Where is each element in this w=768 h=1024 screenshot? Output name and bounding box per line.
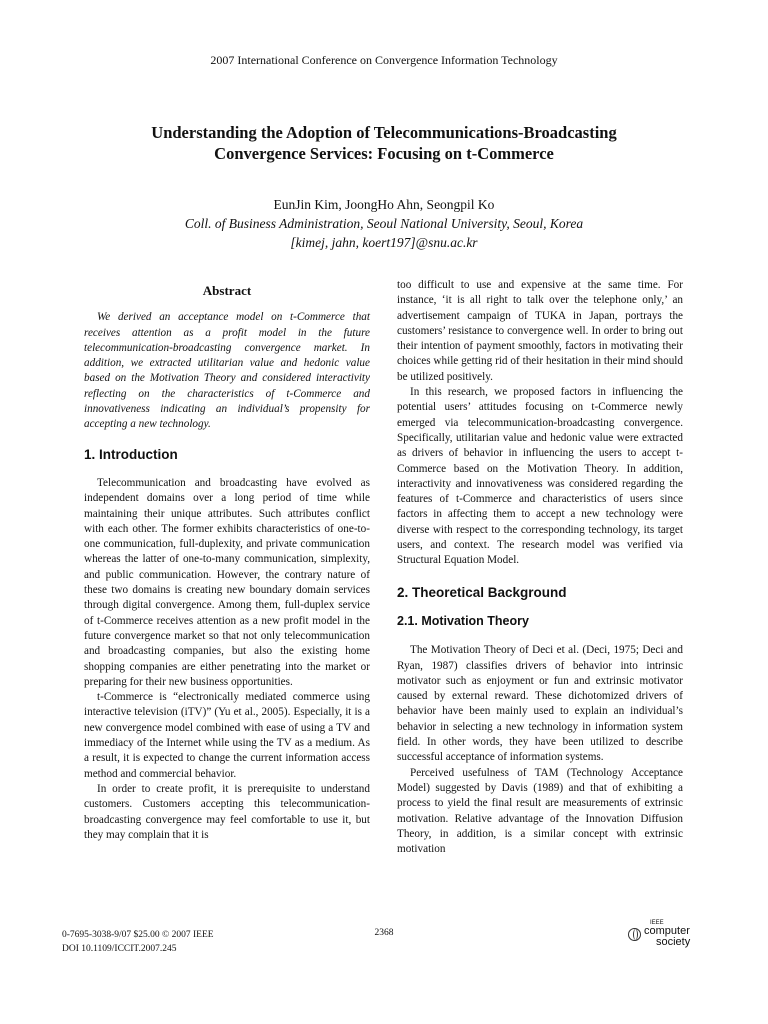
title-line-1: Understanding the Adoption of Telecommunications-Broadcasting bbox=[151, 123, 617, 142]
footer-copyright: 0-7695-3038-9/07 $25.00 © 2007 IEEE bbox=[62, 930, 214, 940]
author-names: EunJin Kim, JoongHo Ahn, Seongpil Ko bbox=[273, 197, 495, 212]
author-affiliation: Coll. of Business Administration, Seoul National University, Seoul, Korea bbox=[184, 216, 584, 231]
conference-header: 2007 International Conference on Convergence Information Technology bbox=[210, 53, 558, 67]
footer-doi: DOI 10.1109/ICCIT.2007.245 bbox=[62, 944, 177, 954]
introduction-heading: 1. Introduction bbox=[84, 446, 178, 462]
author-email: [kimej, jahn, koert197]@snu.ac.kr bbox=[290, 235, 478, 250]
left-column bbox=[84, 278, 370, 843]
intro-paragraph-3: In order to create profit, it is prerequisite to understand customers. Customers accepting this telecommunication-broadcasting convergence may feel comfortable to use it, but they may complain that it is bbox=[84, 782, 370, 841]
background-paragraph-2: Perceived usefulness of TAM (Technology Acceptance Model) suggested by Davis (1989) and that of exhibiting a process to yield the final result are measurements of extrinsic motivation. Relative advantage of the Innovation Diffusion Theory, in addition, is a similar concept with extrinsic motivation bbox=[397, 766, 683, 856]
page-number: 2368 bbox=[374, 928, 394, 938]
intro-paragraph-3-continued: too difficult to use and expensive at the same time. For instance, ‘it is all right to talk over the telephone only,’ an advertisement campaign of TUKA in Japan, portrays the customers’ resistance to convergence well. In order to bring out their intention of payment smoothly, factors in motivating their choices while getting rid of their hesitation in their mind should be utilized positively. bbox=[397, 279, 683, 383]
intro-paragraph-4: In this research, we proposed factors in influencing the potential users’ attitudes focusing on t-Commerce newly emerged via telecommunication-broadcasting convergence. Specifically, utilitarian value and hedonic value were extracted as drivers of behavior in influencing the users to accept t-Commerce based on the Motivation Theory. In addition, interactivity and innovativeness was considered regarding the features of t-Commerce and characteristics of users since factors in affecting them to accept a new technology were diverse with respect to the corresponding technology, its target users, and context. The research model was verified via Structural Equation Model. bbox=[397, 386, 683, 567]
logo-ieee-text: IEEE bbox=[650, 920, 664, 926]
logo-word-society: society bbox=[656, 936, 691, 948]
background-paragraph-1: The Motivation Theory of Deci et al. (Deci, 1975; Deci and Ryan, 1987) classifies drivers of behavior into intrinsic motivator such as enjoyment or fun and extrinsic motivator caused by external reward. These dichotomized drivers of behavior have been mainly used to explain an individual’s behavior in selecting a new technology in information system field. In other words, they have been utilized to describe successful acceptance of information systems. bbox=[397, 644, 683, 764]
intro-paragraph-1: Telecommunication and broadcasting have evolved as independent domains over a long period of time while maintaining their unique attributes. Such attributes conflict with each other. The former exhibits characteristics of one-to-one communication, full-duplexity, and private communication whereas the latter of one-to-many communication, simplexity, and public communication. However, the contrary nature of these two domains is creating new boundary domain services through digital convergence. Among them, full-duplex service of t-Commerce receives attention as a new profit model in the future convergence market so that not only telecommunication and broadcasting companies, but also the existing home shopping companies are either penetrating into the market or preparing for their new business opportunities. bbox=[84, 476, 370, 688]
right-column bbox=[397, 278, 683, 857]
computer-society-logo bbox=[628, 920, 708, 954]
abstract-text: We derived an acceptance model on t-Commerce that receives attention as a profit model in the future telecommunication-broadcasting convergence market. In addition, we extracted utilitarian value and hedonic value based on the Motivation Theory and considered interactivity reflecting on the characteristics of t-Commerce and innovativeness indicating an individual’s propensity for accepting a new technology. bbox=[84, 311, 370, 431]
paper-title bbox=[60, 122, 708, 164]
globe-icon bbox=[628, 928, 641, 941]
intro-paragraph-2: t-Commerce is “electronically mediated commerce using interactive television (iTV)” (Yu et al., 2005). Especially, it is a new convergence model combined with ease of using a TV and immediacy of the Internet while using the TV as a medium. As a result, it is expected to change the current information access method and commercial behavior. bbox=[84, 691, 370, 780]
author-block bbox=[0, 195, 768, 252]
title-line-2: Convergence Services: Focusing on t-Commerce bbox=[214, 144, 554, 163]
motivation-theory-heading: 2.1. Motivation Theory bbox=[397, 613, 529, 628]
logo-word-computer: computer bbox=[644, 925, 690, 937]
background-heading: 2. Theoretical Background bbox=[397, 584, 567, 600]
abstract-heading: Abstract bbox=[202, 283, 252, 298]
